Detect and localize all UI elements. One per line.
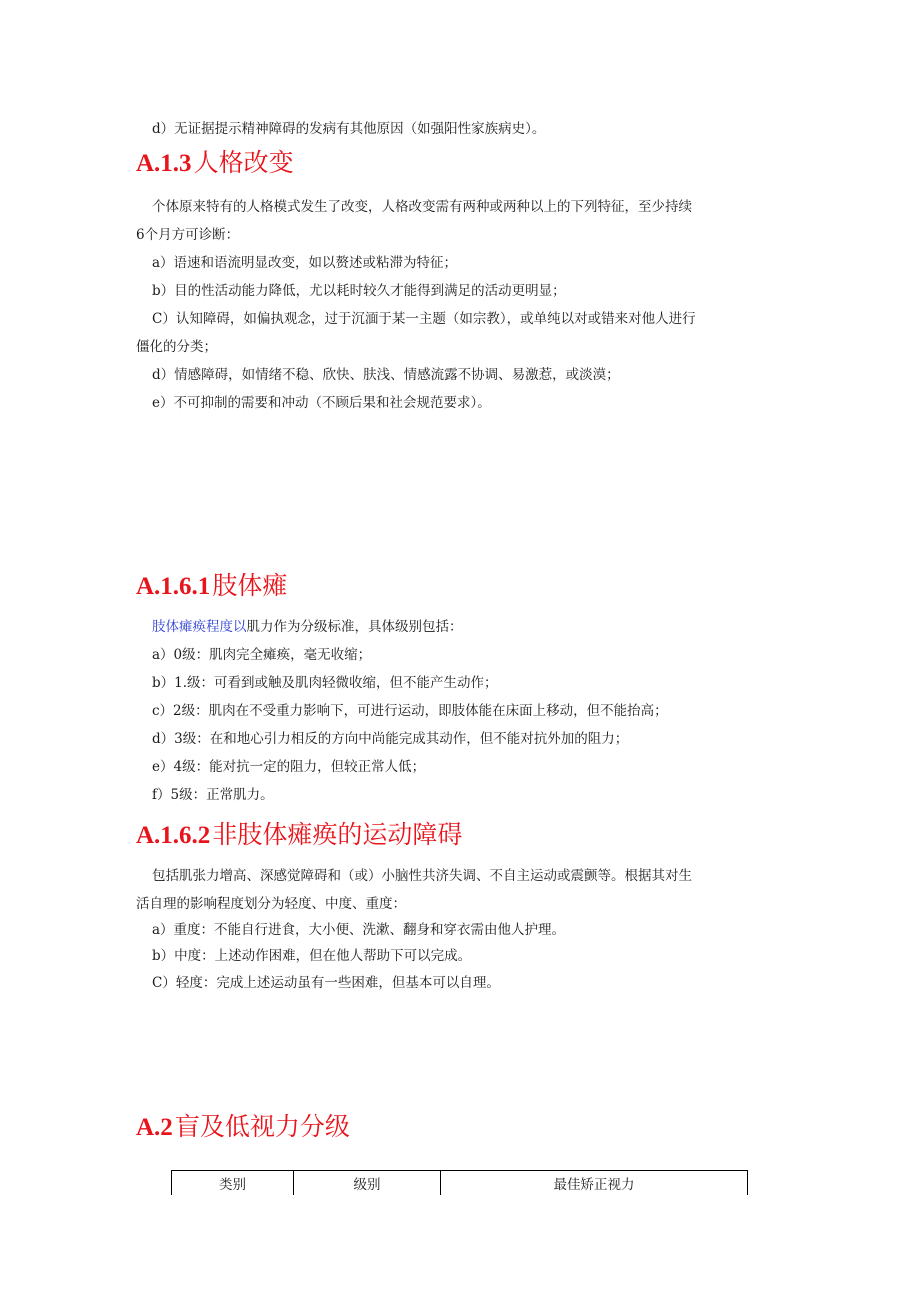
heading-number: A.1.6.2 xyxy=(136,822,211,849)
list-item: c）2级：肌肉在不受重力影响下，可进行运动，即肢体能在床面上移动，但不能抬高； xyxy=(152,703,668,719)
list-item: C）认知障碍，如偏执观念，过于沉湎于某一主题（如宗教），或单纯以对或错来对他人进行 xyxy=(152,311,696,327)
paragraph-line: 包括肌张力增高、深感觉障碍和（或）小脑性共济失调、不自主运动或震颤等。根据其对生 xyxy=(152,868,692,884)
vision-grade-table xyxy=(171,1170,748,1195)
heading-title: 人格改变 xyxy=(193,148,294,177)
section-heading xyxy=(136,571,287,602)
list-item: b）1.级：可看到或触及肌肉轻微收缩，但不能产生动作； xyxy=(152,675,498,691)
heading-number: A.1.3 xyxy=(136,150,192,177)
list-item: e）4级：能对抗一定的阻力，但较正常人低； xyxy=(152,759,426,775)
section-heading xyxy=(136,148,294,179)
table-header-grade: 级别 xyxy=(294,1171,441,1196)
list-item: d）情感障碍，如情绪不稳、欣快、肤浅、情感流露不协调、易激惹，或淡漠； xyxy=(152,367,620,383)
list-item: a）重度：不能自行进食，大小便、洗漱、翻身和穿衣需由他人护理。 xyxy=(152,922,566,938)
paragraph-line: 个体原来特有的人格模式发生了改变，人格改变需有两种或两种以上的下列特征，至少持续 xyxy=(152,199,692,215)
paragraph-text: 肌力作为分级标准，具体级别包括： xyxy=(246,619,463,635)
highlighted-text: 肢体瘫痪程度以 xyxy=(152,619,247,635)
list-item: b）目的性活动能力降低，尤以耗时较久才能得到满足的活动更明显； xyxy=(152,283,566,299)
table-header-row xyxy=(172,1171,748,1196)
paragraph-line: 僵化的分类； xyxy=(136,339,217,355)
paragraph-line xyxy=(152,618,463,636)
table-header-category: 类别 xyxy=(172,1171,294,1196)
list-item: a）语速和语流明显改变，如以赘述或粘滞为特征； xyxy=(152,255,458,271)
paragraph-line: 活自理的影响程度划分为轻度、中度、重度： xyxy=(136,896,406,912)
section-heading xyxy=(136,1112,350,1143)
heading-title: 非肢体瘫痪的运动障碍 xyxy=(212,820,463,849)
list-item: a）0级：肌肉完全瘫痪，毫无收缩； xyxy=(152,647,372,663)
heading-title: 盲及低视力分级 xyxy=(174,1112,350,1141)
paragraph-line: d）无证据提示精神障碍的发病有其他原因（如强阳性家族病史）。 xyxy=(152,121,546,137)
table-header-best-corrected-vision: 最佳矫正视力 xyxy=(441,1171,748,1196)
paragraph-line: 6个月方可诊断： xyxy=(136,227,240,243)
list-item: d）3级：在和地心引力相反的方向中尚能完成其动作，但不能对抗外加的阻力； xyxy=(152,731,629,747)
heading-number: A.1.6.1 xyxy=(136,573,211,600)
list-item: b）中度：上述动作困难，但在他人帮助下可以完成。 xyxy=(152,948,472,964)
heading-title: 肢体瘫 xyxy=(212,571,288,600)
list-item: e）不可抑制的需要和冲动（不顾后果和社会规范要求）。 xyxy=(152,395,491,411)
list-item: C）轻度：完成上述运动虽有一些困难，但基本可以自理。 xyxy=(152,975,500,991)
list-item: f）5级：正常肌力。 xyxy=(152,787,274,803)
heading-number: A.2 xyxy=(136,1114,173,1141)
section-heading xyxy=(136,820,462,851)
